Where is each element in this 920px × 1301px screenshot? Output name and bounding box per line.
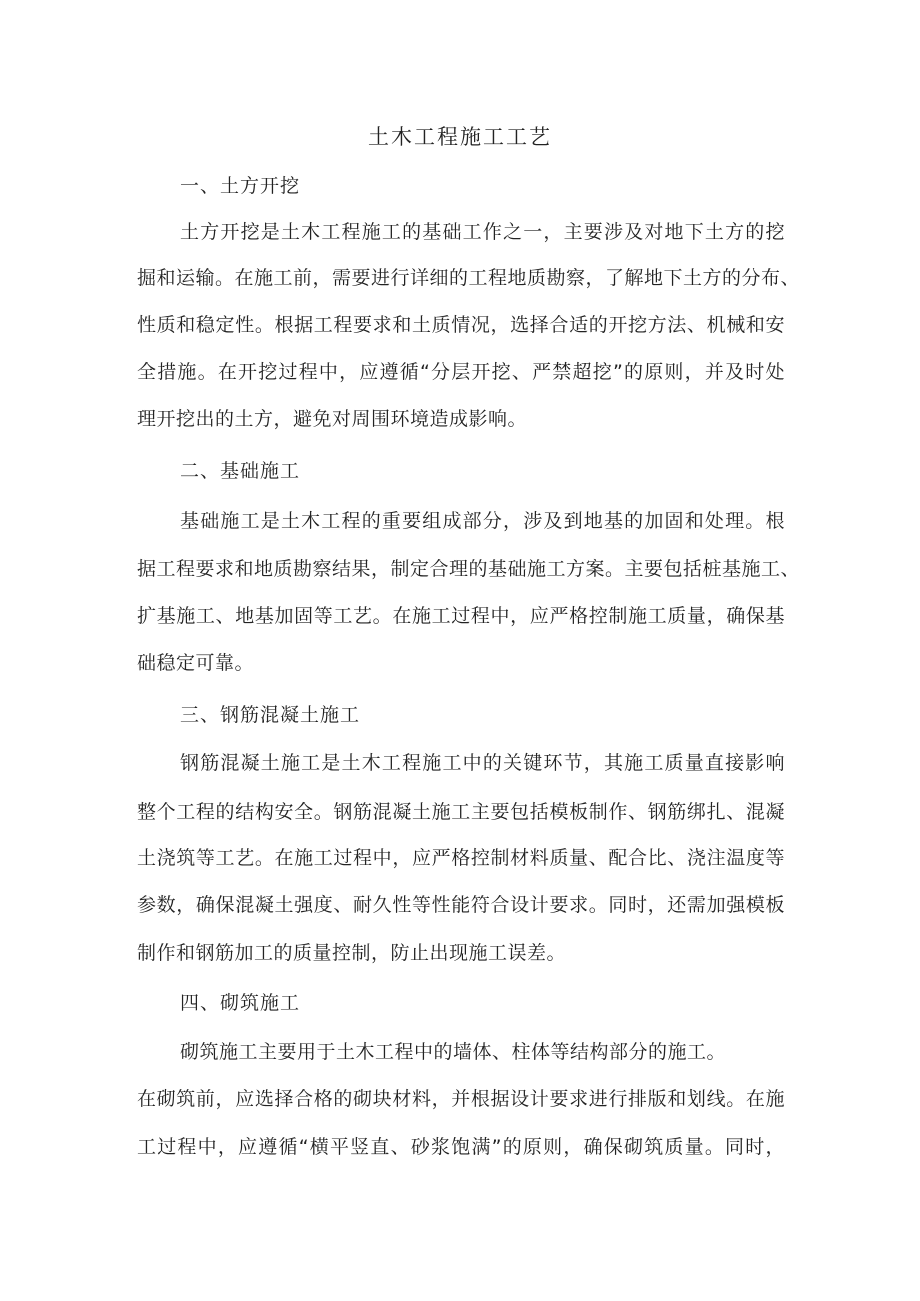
paragraph-line: 理开挖出的土方，避免对周围环境造成影响。 <box>137 408 528 430</box>
paragraph-line: 砌筑施工主要用于土木工程中的墙体、柱体等结构部分的施工。 <box>180 1041 727 1063</box>
paragraph-line: 掘和运输。在施工前，需要进行详细的工程地质勘察，了解地下土方的分布、 <box>137 267 801 289</box>
paragraph-line: 土方开挖是土木工程施工的基础工作之一，主要涉及对地下土方的挖 <box>180 221 785 243</box>
paragraph-line: 扩基施工、地基加固等工艺。在施工过程中，应严格控制施工质量，确保基 <box>137 605 785 627</box>
paragraph-line: 全措施。在开挖过程中，应遵循“分层开挖、严禁超挖”的原则，并及时处 <box>137 361 785 383</box>
paragraph-line: 础稳定可靠。 <box>137 652 255 674</box>
paragraph-line: 性质和稳定性。根据工程要求和土质情况，选择合适的开挖方法、机械和安 <box>137 314 785 336</box>
section-heading: 一、土方开挖 <box>180 175 301 197</box>
section-heading: 三、钢筋混凝土施工 <box>180 704 361 726</box>
section-heading: 四、砌筑施工 <box>180 992 301 1014</box>
document-title: 土木工程施工工艺 <box>368 125 552 149</box>
paragraph-line: 制作和钢筋加工的质量控制，防止出现施工误差。 <box>137 942 567 964</box>
section-heading: 二、基础施工 <box>180 460 301 482</box>
paragraph-line: 参数，确保混凝土强度、耐久性等性能符合设计要求。同时，还需加强模板 <box>137 894 785 916</box>
paragraph-line: 据工程要求和地质勘察结果，制定合理的基础施工方案。主要包括桩基施工、 <box>137 558 801 580</box>
paragraph-line: 在砌筑前，应选择合格的砌块材料，并根据设计要求进行排版和划线。在施 <box>137 1088 785 1110</box>
paragraph-line: 整个工程的结构安全。钢筋混凝土施工主要包括模板制作、钢筋绑扎、混凝 <box>137 801 785 823</box>
paragraph-line: 钢筋混凝土施工是土木工程施工中的关键环节，其施工质量直接影响 <box>180 752 785 774</box>
paragraph-line: 工过程中，应遵循“横平竖直、砂浆饱满”的原则，确保砌筑质量。同时， <box>137 1136 785 1158</box>
paragraph-line: 基础施工是土木工程的重要组成部分，涉及到地基的加固和处理。根 <box>180 510 785 532</box>
paragraph-line: 土浇筑等工艺。在施工过程中，应严格控制材料质量、配合比、浇注温度等 <box>137 847 785 869</box>
